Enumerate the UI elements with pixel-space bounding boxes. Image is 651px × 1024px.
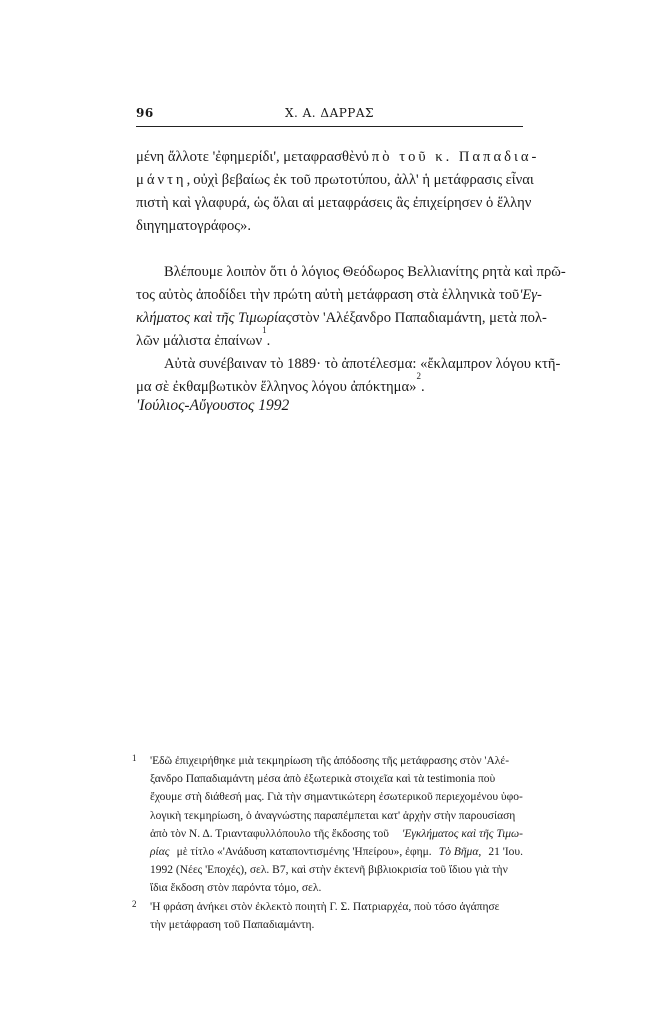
text-span: ἀπὸ τὸν Ν. Δ. Τριανταφυλλόπουλο τῆς ἔκδοσης τοῦ [150,827,389,840]
footnote-1 [132,752,523,898]
text-line [136,169,534,192]
book-title-italic: 'Εγκλήματος καὶ τῆς Τιμω- [401,827,523,840]
text-line: λῶν μάλιστα ἐπαίνων 1 . [136,330,523,353]
text-span: μὲ τίτλο «'Ανάδυση καταποντισμένης 'Ηπείρου», ἐφημ. [176,846,432,859]
text-span: πιστὴ καὶ γλαφυρά, ὡς ὅλαι αἱ μεταφράσεις ἃς ἐπιχείρησεν ὁ ἕλλην [136,195,532,211]
footnote-line [150,898,523,916]
spaced-text-span: μάντη, [136,172,194,188]
text-span: Αὐτὰ συνέβαιναν τὸ 1889· τὸ ἀποτέλεσμα: «ἔκλαμπρον λόγου κτῆ- [164,356,561,372]
text-span: λογικὴ τεκμηρίωση, ὁ ἀναγνώστης παραπέμπεται κατ' ἀρχὴν στὴν παρουσίαση [150,809,516,822]
text-span: τὴν μετάφραση τοῦ Παπαδιαμάντη. [150,918,315,931]
footnote-line [150,825,523,843]
footnote-line [150,807,523,825]
text-span: μα σὲ ἐκθαμβωτικὸν ἕλληνος λόγου ἀπόκτημα» [136,379,417,395]
footnote-line [150,879,523,897]
newspaper-title-italic: Τὸ Βῆμα, [438,846,482,859]
text-span: οὐχὶ βεβαίως ἐκ τοῦ πρωτοτύπου, ἀλλ' ἡ μετάφρασις εἶναι [193,172,534,188]
footnote-line [150,861,523,879]
book-title-italic: 'Εγ- [519,287,542,303]
text-line [136,284,542,307]
footnote-mark: 2 [132,898,137,909]
book-title-italic: κλήματος καὶ τῆς Τιμωρίας [136,310,292,326]
text-span: 21 'Ιου. [488,846,523,859]
text-line [136,192,532,215]
text-span: ἴδια ἔκδοση στὸν παρόντα τόμο, σελ. [150,882,322,895]
paragraph-1 [136,146,540,238]
text-span: 'Η φράση ἀνήκει στὸν ἐκλεκτὸ ποιητὴ Γ. Σ. Πατριαρχέα, ποὺ τόσο ἀγάπησε [150,900,500,913]
paragraph-3 [136,353,561,399]
text-span: ξανδρο Παπαδιαμάντη μέσα ἀπὸ ἐξωτερικὰ στοιχεῖα καὶ τὰ testimonia ποὺ [150,773,496,786]
text-span: διηγηματογράφος». [136,218,251,234]
text-line [136,307,547,330]
text-span: μένη ἄλλοτε 'ἐφημερίδι', μεταφρασθὲν [136,149,362,165]
page-number: 96 [136,106,154,120]
text-line [136,353,561,376]
footnote-line [150,770,523,788]
text-line: μα σὲ ἐκθαμβωτικὸν ἕλληνος λόγου ἀπόκτημα» 2 . [136,376,523,399]
footnote-ref-1: 1 [262,325,267,335]
text-span: ἔχουμε στὴ διάθεσή μας. Γιὰ τὴν σημαντικώτερη ἐσωτερικοῦ περιεχομένου ὑφο- [150,791,523,804]
text-line [136,146,540,169]
footnote-mark: 1 [132,753,137,763]
text-span: 1992 (Νέες 'Εποχές), σελ. Β7, καὶ στὴν ἐκτενῆ βιβλιοκρισία τοῦ ἴδιου γιὰ τὴν [150,864,508,877]
text-span: Βλέπουμε λοιπὸν ὅτι ὁ λόγιος Θεόδωρος Βελλιανίτης ρητὰ καὶ πρῶ- [164,264,566,280]
main-text [136,146,566,399]
spaced-text-span: ὑπὸ τοῦ κ. Παπαδια- [361,149,540,165]
footnote-line [150,843,523,861]
paragraph-2 [136,261,566,353]
dateline: 'Ιούλιος-Αὔγουστος 1992 [136,397,290,414]
footnote-line [150,916,523,934]
text-span: στὸν 'Αλέξανδρο Παπαδιαμάντη, μετὰ πολ- [291,310,547,326]
footnote-2 [132,898,523,934]
footnote-line [150,788,523,806]
text-span: λῶν μάλιστα ἐπαίνων [136,333,263,349]
running-header-title: Χ. Α. ΔΑΡΡΑΣ [284,106,375,120]
text-span: τος αὐτὸς ἀποδίδει τὴν πρώτη αὐτὴ μετάφραση στὰ ἑλληνικὰ τοῦ [136,287,520,303]
footnote-ref-2: 2 [416,371,421,381]
footnote-line [150,752,523,770]
text-line [136,215,523,238]
text-line [136,261,566,284]
text-span: 'Εδῶ ἐπιχειρήθηκε μιὰ τεκμηρίωση τῆς ἀπόδοσης τῆς μετάφρασης στὸν 'Αλέ- [150,755,510,767]
footnotes [132,752,523,934]
book-title-italic: ρίας [150,846,170,859]
running-header [136,106,523,127]
